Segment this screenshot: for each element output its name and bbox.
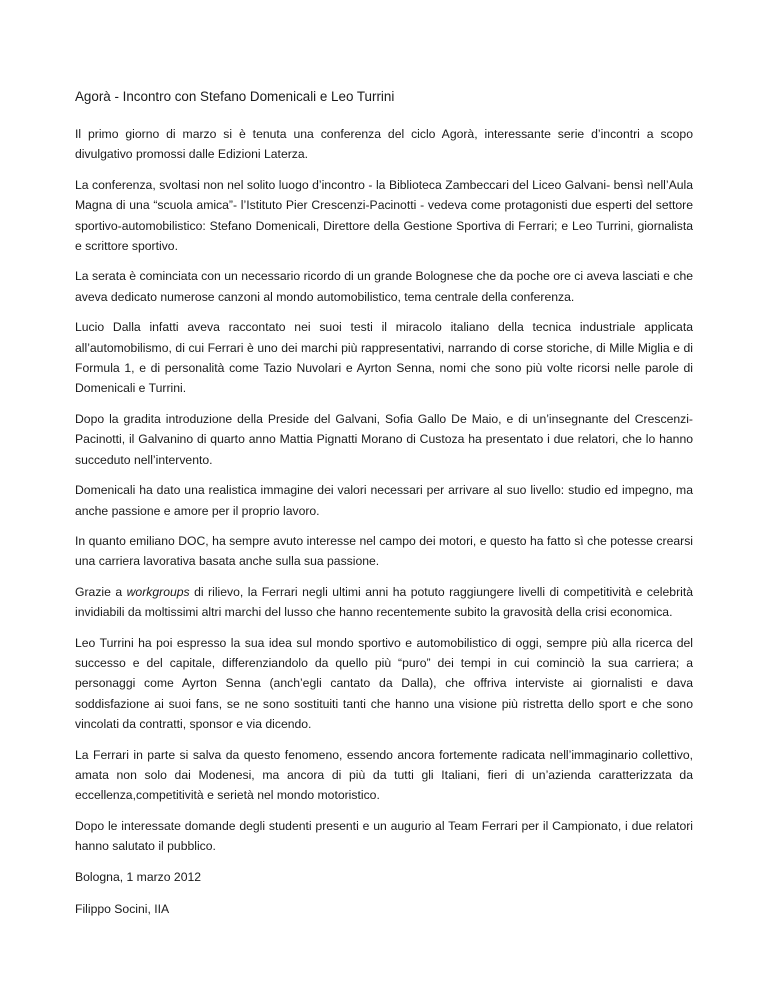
author-signature: Filippo Socini, IIA — [75, 901, 170, 916]
paragraph-turrini: Leo Turrini ha poi espresso la sua idea sul mondo sportivo e automobilistico di oggi, sempre più alla ricerca del successo e del capitale, differenziandolo da quello più “puro” dei tempi in cui cominciò la sua carriera; a personaggi come Ayrton Senna (anch’egli cantato da Dalla), che offriva interviste ai giornalisti e dava soddisfazione ai suoi fans, se ne sono sostituiti tanti che hanno una visione più ristretta dello sport e che sono vincolati da contratti, sponsor e via dicendo. — [75, 635, 693, 732]
paragraph-venue: La conferenza, svoltasi non nel solito luogo d’incontro - la Biblioteca Zambeccari del Liceo Galvani- bensì nell’Aula Magna di una “scuola amica”- l’Istituto Pier Crescenzi-Pacinotti - vedeva come protagonisti due esperti del settore sportivo-automobilistico: Stefano Domenicali, Direttore della Gestione Sportiva di Ferrari; e Leo Turrini, giornalista e scrittore sportivo. — [75, 177, 693, 254]
paragraph-workgroups — [75, 582, 693, 623]
paragraph-evening-start: La serata è cominciata con un necessario ricordo di un grande Bolognese che da poche ore ci aveva lasciati e che aveva dedicato numerose canzoni al mondo automobilistico, tema centrale della conferenza. — [75, 269, 693, 304]
paragraph-domenicali-values: Domenicali ha dato una realistica immagine dei valori necessari per arrivare al suo livello: studio ed impegno, ma anche passione e amore per il proprio lavoro. — [75, 483, 693, 518]
workgroups-after: di rilievo, la Ferrari negli ultimi anni ha potuto raggiungere livelli di competitività e celebrità invidiabili da moltissimi altri marchi del lusso che hanno recentemente subito la gravosità della crisi economica. — [75, 584, 693, 620]
workgroups-before: Grazie a — [75, 584, 127, 599]
paragraph-lucio-dalla: Lucio Dalla infatti aveva raccontato nei suoi testi il miracolo italiano della tecnica industriale applicata all’automobilismo, di cui Ferrari è uno dei marchi più rappresentativi, narrando di corse storiche, di Mille Miglia e di Formula 1, e di personalità come Tazio Nuvolari e Ayrton Senna, nomi che sono più volte ricorsi nelle parole di Domenicali e Turrini. — [75, 320, 693, 396]
workgroups-emphasis: workgroups — [126, 584, 190, 599]
paragraph-closing: Dopo le interessate domande degli studenti presenti e un augurio al Team Ferrari per il Campionato, i due relatori hanno salutato il pubblico. — [75, 818, 693, 854]
paragraph-ferrari-image: La Ferrari in parte si salva da questo fenomeno, essendo ancora fortemente radicata nell’immaginario collettivo, amata non solo dai Modenesi, ma ancora di più da tutti gli Italiani, fieri di un’azienda caratterizzata da eccellenza,competitività e serietà nel mondo motoristico. — [75, 747, 693, 803]
paragraph-domenicali-career: In quanto emiliano DOC, ha sempre avuto interesse nel campo dei motori, e questo ha fatto sì che potesse crearsi una carriera lavorativa basata anche sulla sua passione. — [75, 533, 693, 569]
paragraph-intro: Il primo giorno di marzo si è tenuta una conferenza del ciclo Agorà, interessante serie d’incontri a scopo divulgativo promossi dalle Edizioni Laterza. — [75, 127, 693, 162]
date-line: Bologna, 1 marzo 2012 — [75, 869, 202, 884]
paragraph-introduction: Dopo la gradita introduzione della Preside del Galvani, Sofia Gallo De Maio, e di un’insegnante del Crescenzi-Pacinotti, il Galvanino di quarto anno Mattia Pignatti Morano di Custoza ha presentato i due relatori, che lo hanno succeduto nell’intervento. — [75, 411, 693, 467]
document-page — [75, 87, 693, 931]
article-title: Agorà - Incontro con Stefano Domenicali e Leo Turrini — [75, 89, 395, 104]
